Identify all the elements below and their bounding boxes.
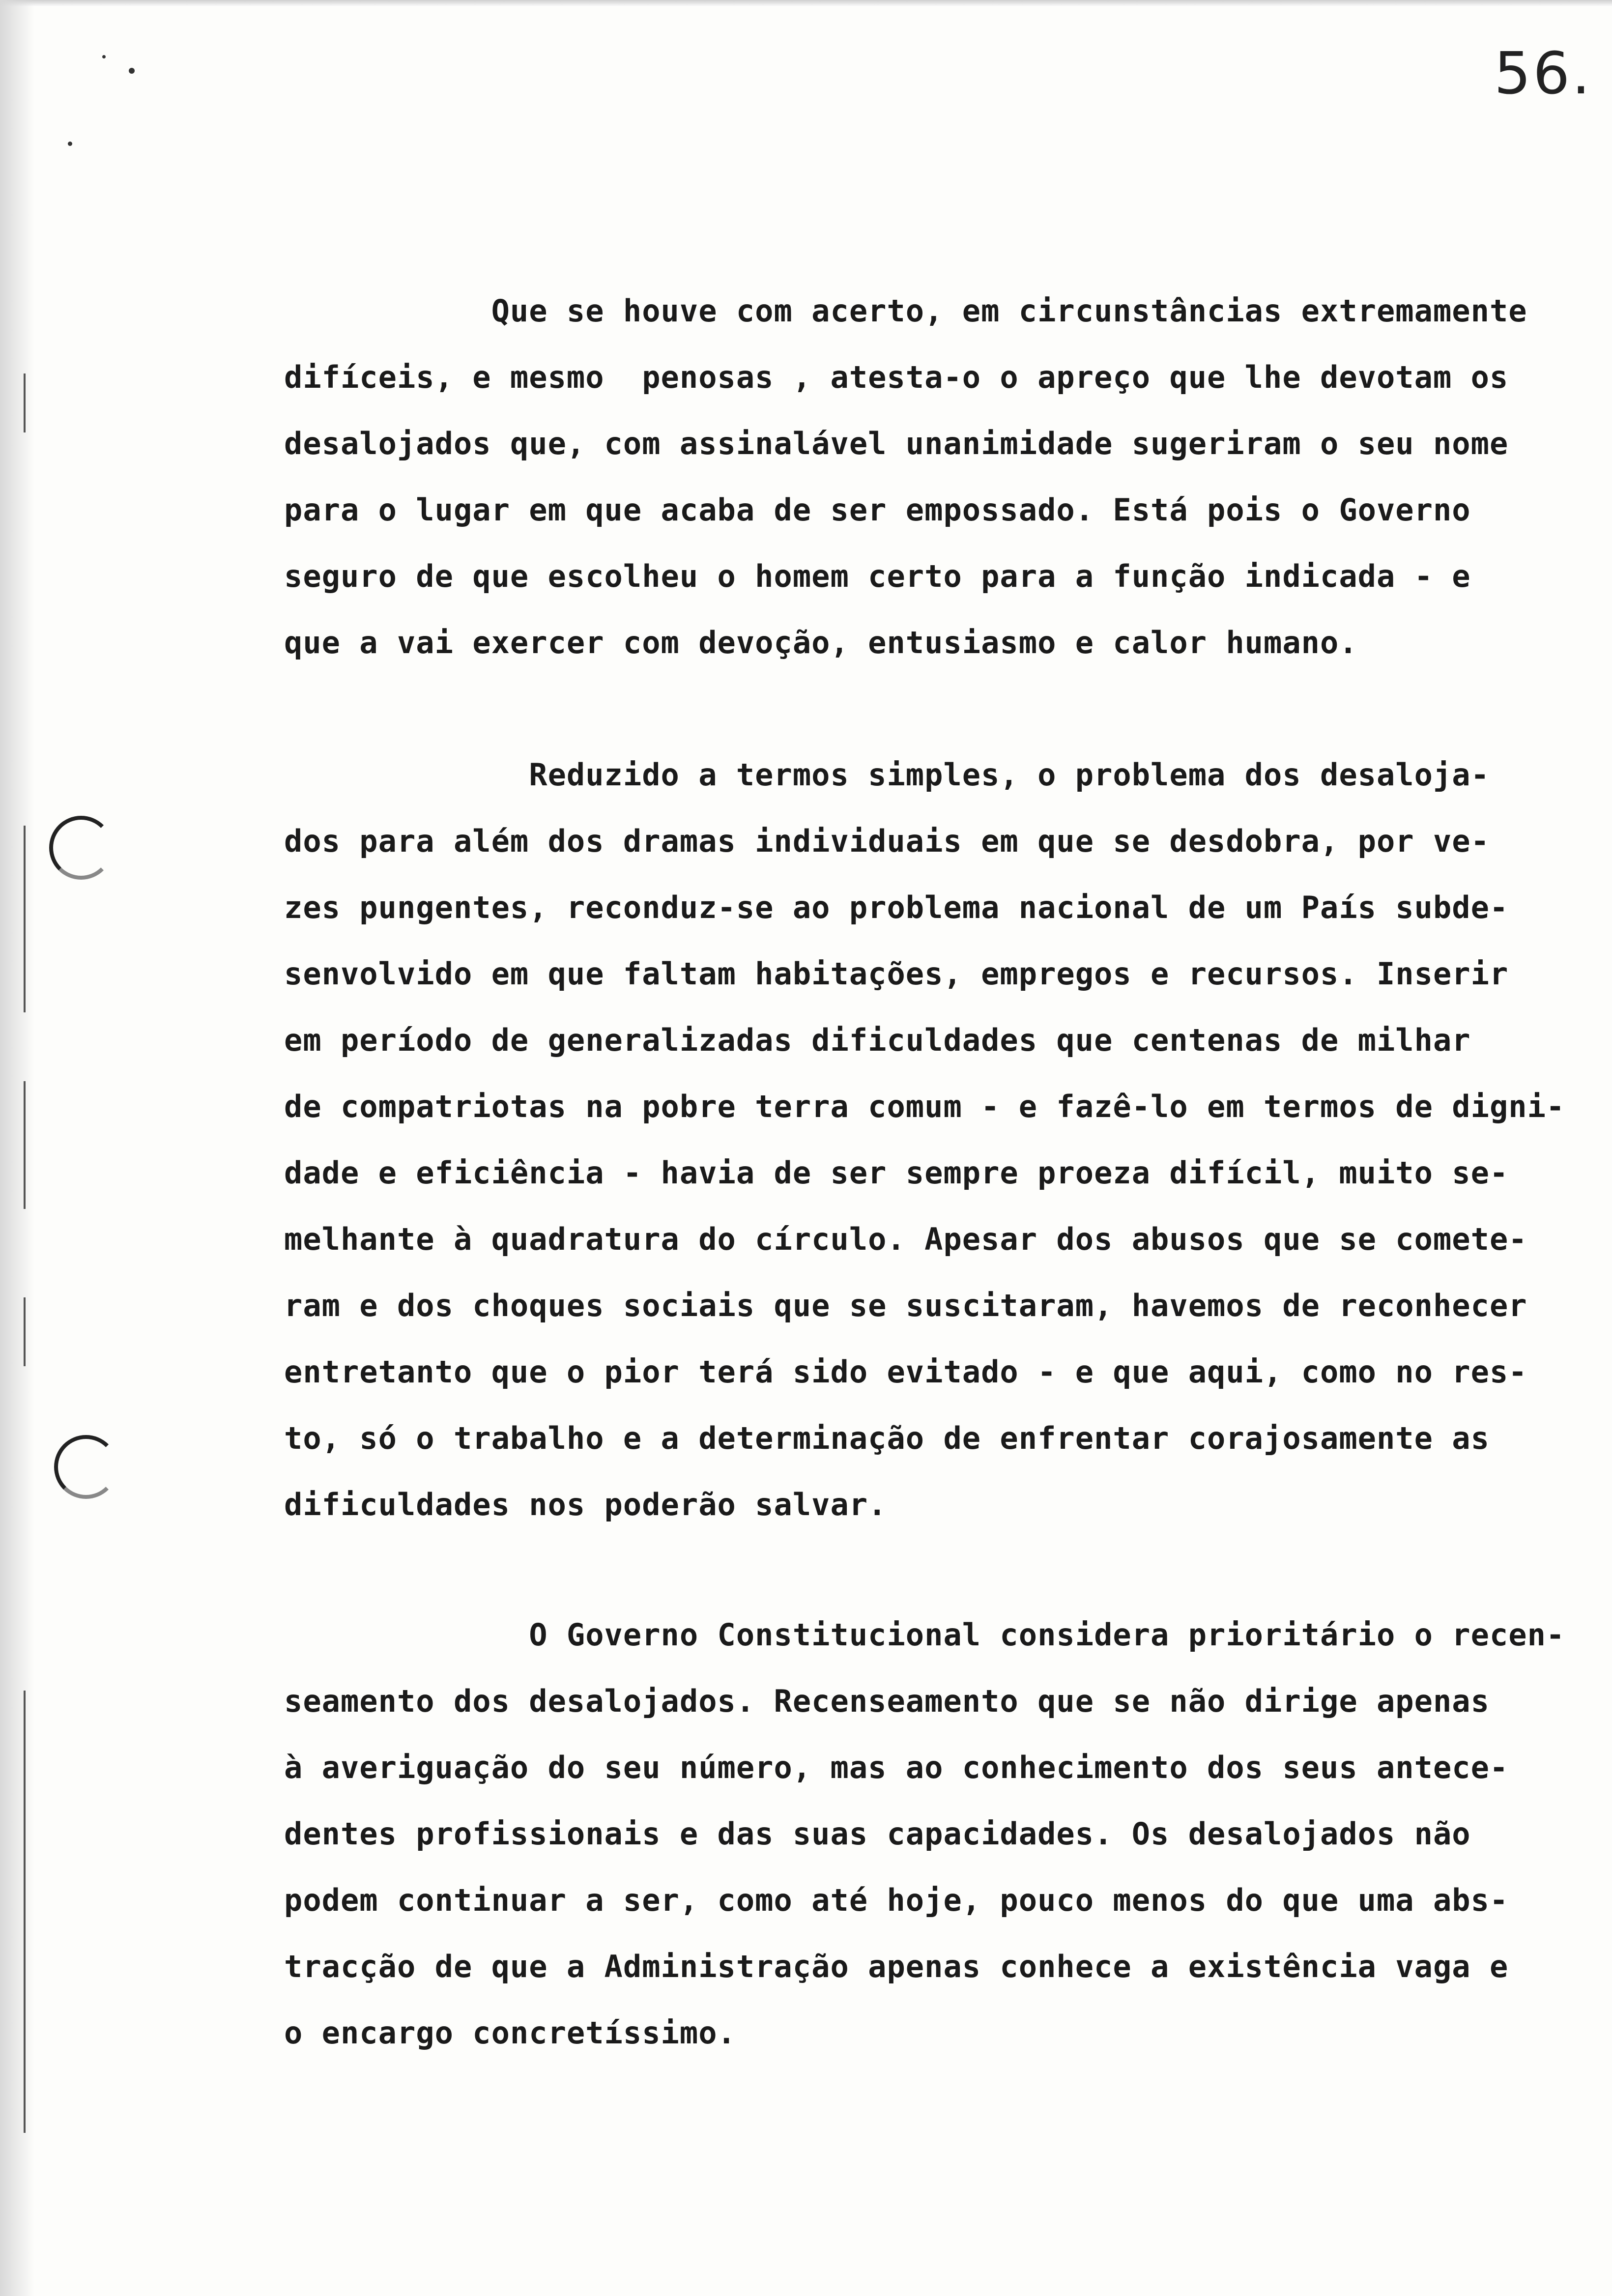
paragraph-line: tracção de que a Administração apenas conhece a existência vaga e	[284, 1949, 1509, 1984]
scan-speck	[102, 55, 106, 58]
paragraph-line: to, só o trabalho e a determinação de enfrentar corajosamente as	[284, 1420, 1490, 1456]
paragraph-line: que a vai exercer com devoção, entusiasmo e calor humano.	[284, 625, 1358, 660]
paragraph-line: dade e eficiência - havia de ser sempre proeza difícil, muito se-	[284, 1155, 1509, 1191]
page-number: 56.	[1494, 39, 1592, 107]
paragraph-line: O Governo Constitucional considera prioritário o recen-	[284, 1617, 1565, 1653]
paragraph-line: difíceis, e mesmo penosas , atesta-o o apreço que lhe devotam os	[284, 359, 1509, 395]
scan-top-edge	[0, 0, 1612, 7]
binding-mark	[24, 1081, 26, 1209]
paragraph-line: de compatriotas na pobre terra comum - e fazê-lo em termos de digni-	[284, 1089, 1565, 1124]
paragraph-line: o encargo concretíssimo.	[284, 2015, 736, 2051]
paragraph-line: dentes profissionais e das suas capacidades. Os desalojados não	[284, 1816, 1471, 1852]
binding-mark	[24, 826, 26, 1012]
punch-hole-bottom	[54, 1435, 118, 1499]
binding-mark	[24, 1297, 26, 1366]
paragraph-line: podem continuar a ser, como até hoje, pouco menos do que uma abs-	[284, 1882, 1509, 1918]
paragraph-line: seguro de que escolheu o homem certo para a função indicada - e	[284, 558, 1471, 594]
paragraph-line: ram e dos choques sociais que se suscitaram, havemos de reconhecer	[284, 1288, 1527, 1323]
paragraph-line: desalojados que, com assinalável unanimidade sugeriram o seu nome	[284, 426, 1509, 461]
paragraph-line: seamento dos desalojados. Recenseamento que se não dirige apenas	[284, 1683, 1490, 1719]
paragraph-line: em período de generalizadas dificuldades que centenas de milhar	[284, 1022, 1471, 1058]
scan-speck	[129, 68, 135, 74]
scan-speck	[68, 142, 72, 146]
paragraph-line: melhante à quadratura do círculo. Apesar dos abusos que se comete-	[284, 1221, 1527, 1257]
binding-mark	[24, 373, 26, 432]
paragraph-line: dos para além dos dramas individuais em que se desdobra, por ve-	[284, 823, 1490, 859]
paragraph-3	[284, 1602, 1582, 2066]
punch-hole-top	[49, 816, 113, 880]
paragraph-line: entretanto que o pior terá sido evitado - e que aqui, como no res-	[284, 1354, 1527, 1390]
paragraph-2	[284, 742, 1582, 1538]
paragraph-line: zes pungentes, reconduz-se ao problema nacional de um País subde-	[284, 890, 1509, 925]
paragraph-1	[284, 278, 1582, 676]
paragraph-line: para o lugar em que acaba de ser empossado. Está pois o Governo	[284, 492, 1471, 528]
paragraph-line: Reduzido a termos simples, o problema dos desaloja-	[284, 757, 1490, 793]
paragraph-line: senvolvido em que faltam habitações, empregos e recursos. Inserir	[284, 956, 1509, 992]
binding-mark	[24, 1691, 26, 2133]
scan-left-edge	[0, 0, 34, 2296]
paragraph-line: Que se houve com acerto, em circunstâncias extremamente	[284, 293, 1527, 329]
paragraph-line: dificuldades nos poderão salvar.	[284, 1487, 887, 1522]
paragraph-line: à averiguação do seu número, mas ao conhecimento dos seus antece-	[284, 1750, 1509, 1785]
